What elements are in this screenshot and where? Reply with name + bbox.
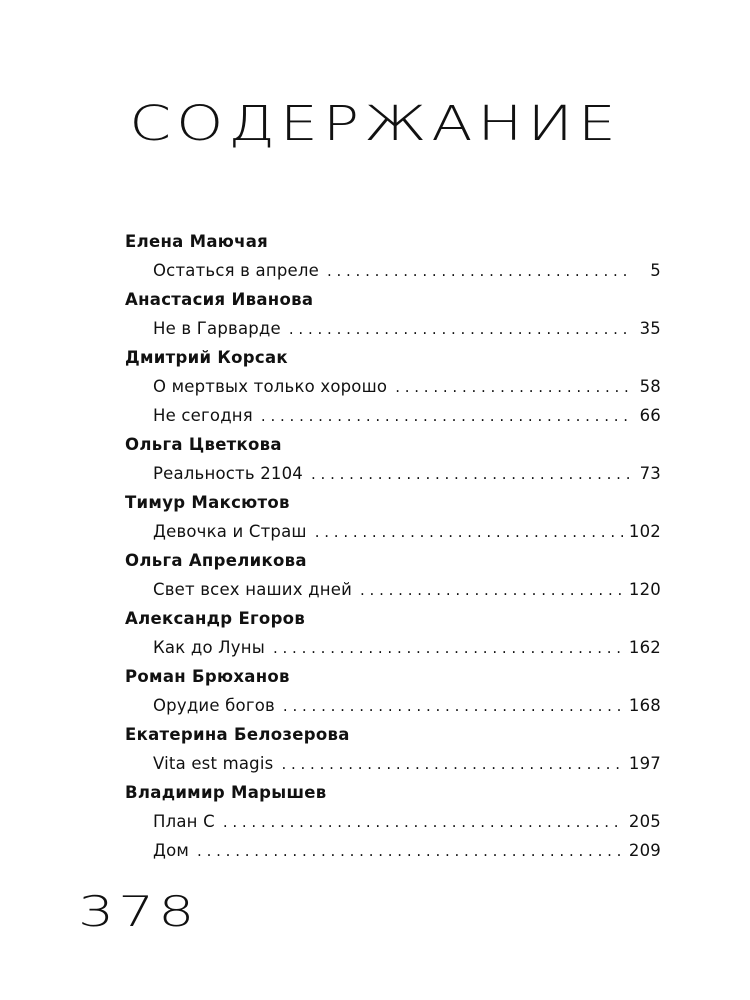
toc-entry <box>125 749 661 778</box>
toc-entry-page: 35 <box>639 319 661 338</box>
dot-leader <box>223 808 623 837</box>
dot-leader <box>283 692 623 721</box>
table-of-contents <box>125 227 661 865</box>
toc-entry-title: Как до Луны <box>153 638 265 657</box>
toc-entry-title: Остаться в апреле <box>153 261 319 280</box>
toc-entry <box>125 401 661 430</box>
toc-entry <box>125 517 661 546</box>
dot-leader <box>261 402 631 431</box>
toc-entry-title: Не сегодня <box>153 406 253 425</box>
dot-leader <box>327 257 631 286</box>
toc-author: Ольга Цветкова <box>125 435 282 454</box>
dot-leader <box>360 576 623 605</box>
toc-entry-page: 168 <box>628 696 661 715</box>
toc-entry <box>125 836 661 865</box>
dot-leader <box>197 837 623 866</box>
dot-leader <box>395 373 631 402</box>
toc-author: Роман Брюханов <box>125 667 290 686</box>
toc-entry <box>125 575 661 604</box>
dot-leader <box>281 750 622 779</box>
toc-entry-page: 102 <box>628 522 661 541</box>
toc-author: Тимур Максютов <box>125 493 290 512</box>
toc-entry <box>125 314 661 343</box>
dot-leader <box>315 518 623 547</box>
toc-author: Анастасия Иванова <box>125 290 314 309</box>
toc-entry-page: 73 <box>639 464 661 483</box>
toc-entry-page: 205 <box>628 812 661 831</box>
toc-entry <box>125 633 661 662</box>
toc-entry <box>125 691 661 720</box>
toc-entry-page: 120 <box>628 580 661 599</box>
toc-entry-page: 58 <box>639 377 661 396</box>
toc-entry-page: 209 <box>628 841 661 860</box>
dot-leader <box>289 315 631 344</box>
toc-entry-title: Свет всех наших дней <box>153 580 353 599</box>
toc-entry-title: Девочка и Страш <box>153 522 307 541</box>
dot-leader <box>273 634 623 663</box>
toc-entry-title: Реальность 2104 <box>153 464 304 483</box>
toc-entry <box>125 256 661 285</box>
toc-entry-page: 197 <box>628 754 661 773</box>
toc-author: Владимир Марышев <box>125 783 327 802</box>
toc-entry <box>125 372 661 401</box>
toc-entry-title: Орудие богов <box>153 696 275 715</box>
toc-author: Елена Маючая <box>125 232 269 251</box>
toc-author: Александр Егоров <box>125 609 306 628</box>
toc-entry-page: 66 <box>639 406 661 425</box>
toc-author: Екатерина Белозерова <box>125 725 350 744</box>
page-title: СОДЕРЖАНИЕ <box>129 96 621 152</box>
toc-entry-title: О мертвых только хорошо <box>153 377 388 396</box>
dot-leader <box>311 460 631 489</box>
toc-entry-title: План С <box>153 812 215 831</box>
toc-entry-title: Vita est magis <box>153 754 274 773</box>
toc-entry <box>125 807 661 836</box>
toc-entry-title: Дом <box>153 841 190 860</box>
toc-author: Ольга Апреликова <box>125 551 307 570</box>
toc-entry-title: Не в Гарварде <box>153 319 281 338</box>
page-number: 378 <box>78 887 199 936</box>
toc-author: Дмитрий Корсак <box>125 348 288 367</box>
toc-entry <box>125 459 661 488</box>
toc-entry-page: 162 <box>628 638 661 657</box>
toc-entry-page: 5 <box>650 261 661 280</box>
